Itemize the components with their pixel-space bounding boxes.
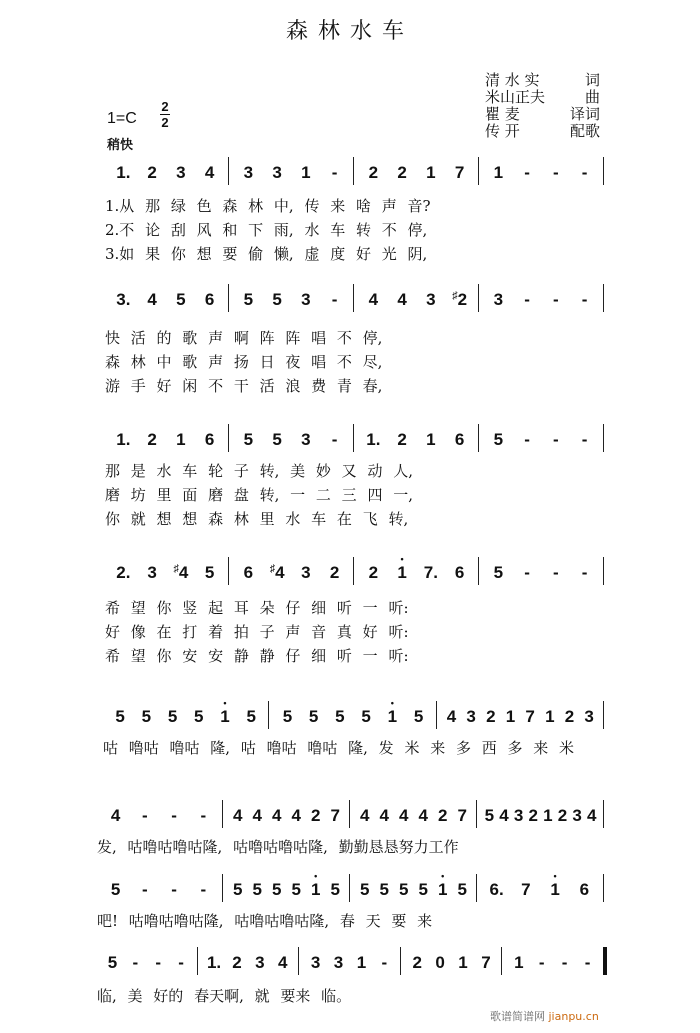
note: - xyxy=(200,806,207,825)
note: 5 xyxy=(361,707,371,726)
lyric-line: 1.从 那 绿 色 森 林 中, 传 来 啥 声 音? xyxy=(105,197,431,215)
watermark: 歌谱简谱网 jianpu.cn xyxy=(490,1010,599,1023)
barline xyxy=(603,800,604,828)
barline xyxy=(349,800,350,828)
note: 5 xyxy=(115,707,125,726)
note: 1 xyxy=(426,163,436,182)
note: - xyxy=(331,290,338,309)
note: 5 xyxy=(484,806,495,825)
note: ♯4 xyxy=(173,563,189,582)
barline xyxy=(268,701,269,729)
note: ♯4 xyxy=(269,563,285,582)
note: 5 xyxy=(457,880,467,899)
note: - xyxy=(132,953,139,972)
lyric-line: 你 就 想 想 森 林 里 水 车 在 飞 转, xyxy=(105,510,409,528)
note: 1 • xyxy=(220,698,230,726)
note: 1 xyxy=(514,953,524,972)
note: 5 xyxy=(418,880,428,899)
note: 1 xyxy=(176,430,186,449)
lyric-line: 快 活 的 歌 声 啊 阵 阵 唱 不 停, xyxy=(105,329,383,347)
note: 5 xyxy=(493,563,504,582)
note: 3. xyxy=(116,290,131,309)
note: 4 xyxy=(499,806,509,825)
note: 1 xyxy=(356,953,367,972)
note: 6 xyxy=(579,880,590,899)
note: 5 xyxy=(360,880,370,899)
note: - xyxy=(524,163,530,182)
note: 4 xyxy=(147,290,157,309)
note: - xyxy=(200,880,207,899)
note: 5 xyxy=(252,880,262,899)
note: 6 xyxy=(243,563,254,582)
note: 4 xyxy=(397,290,407,309)
note: - xyxy=(331,430,338,449)
barline xyxy=(222,874,223,902)
note: 1 xyxy=(493,163,504,182)
note: 2 xyxy=(397,430,407,449)
note: 3 xyxy=(243,163,254,182)
note: 5 xyxy=(291,880,301,899)
note: 0 xyxy=(435,953,445,972)
note: 3 xyxy=(426,290,436,309)
note: - xyxy=(142,880,148,899)
note: - xyxy=(581,430,588,449)
note: - xyxy=(524,563,530,582)
barline xyxy=(353,557,354,585)
note: 3 xyxy=(513,806,524,825)
note: 3 xyxy=(572,806,582,825)
note: 1 • xyxy=(550,871,560,899)
note: 4 xyxy=(399,806,409,825)
note: 1 • xyxy=(387,698,398,726)
note: 7 xyxy=(457,806,467,825)
note: - xyxy=(178,953,184,972)
note: 3 xyxy=(333,953,344,972)
credit-lyricist: 清 水 实 词 xyxy=(485,71,600,89)
note: - xyxy=(171,806,177,825)
note: 1 xyxy=(301,163,311,182)
barline xyxy=(400,947,401,975)
barline xyxy=(478,424,479,452)
lyric-line: 森 林 中 歌 声 扬 日 夜 唱 不 尽, xyxy=(105,353,383,371)
note: - xyxy=(584,953,591,972)
credit-arranger: 传 开 配歌 xyxy=(485,122,600,140)
note: 2 xyxy=(486,707,496,726)
notation-line xyxy=(0,953,700,977)
note: 6 xyxy=(454,563,465,582)
note: - xyxy=(581,163,588,182)
note: 5 xyxy=(272,430,282,449)
barline xyxy=(478,557,479,585)
barline xyxy=(478,157,479,185)
note: 3 xyxy=(301,430,311,449)
note: 2 xyxy=(438,806,448,825)
note: 7 xyxy=(525,707,535,726)
barline xyxy=(349,874,350,902)
note: 3 xyxy=(176,163,186,182)
note: - xyxy=(581,290,588,309)
note: - xyxy=(553,163,559,182)
note: 4 xyxy=(204,163,215,182)
lyric-line: 游 手 好 闲 不 干 活 浪 费 青 春, xyxy=(105,377,383,395)
notation-line xyxy=(0,871,700,904)
barline xyxy=(603,557,604,585)
barline xyxy=(501,947,502,975)
notation-line xyxy=(0,806,700,830)
lyric-line: 发, 咕噜咕噜咕隆, 咕噜咕噜咕隆, 勤勤恳恳努力工作 xyxy=(97,838,459,856)
note: 2 xyxy=(368,563,379,582)
note: 3 xyxy=(255,953,265,972)
notation-line xyxy=(0,163,700,187)
note: 4 xyxy=(233,806,243,825)
lyric-line: 希 望 你 安 安 静 静 仔 细 听 一 听: xyxy=(105,647,409,665)
note: 1. xyxy=(366,430,381,449)
barline xyxy=(228,284,229,312)
note: 5 xyxy=(272,290,282,309)
note: 1 xyxy=(545,707,555,726)
barline xyxy=(353,157,354,185)
note: - xyxy=(381,953,388,972)
note: 4 xyxy=(272,806,282,825)
barline xyxy=(603,284,604,312)
note: - xyxy=(553,563,559,582)
notation-line xyxy=(0,290,700,314)
barline xyxy=(476,874,477,902)
note: 5 xyxy=(308,707,319,726)
note: - xyxy=(581,563,588,582)
note: 2 xyxy=(397,163,407,182)
note: 4 xyxy=(586,806,597,825)
note: 5 xyxy=(330,880,340,899)
note: 5 xyxy=(399,880,409,899)
note: 5 xyxy=(194,707,204,726)
barline xyxy=(476,800,477,828)
note: - xyxy=(538,953,545,972)
note: - xyxy=(331,163,338,182)
note: 4 xyxy=(418,806,428,825)
note: 1. xyxy=(116,163,131,182)
note: 1 xyxy=(505,707,516,726)
lyric-line: 2.不 论 刮 风 和 下 雨, 水 车 转 不 停, xyxy=(105,221,428,239)
note: - xyxy=(561,953,568,972)
credit-translator: 瞿 麦 译词 xyxy=(485,105,600,123)
note: 1 • xyxy=(438,871,448,899)
barline xyxy=(603,874,604,902)
note: - xyxy=(553,430,559,449)
note: 4 xyxy=(252,806,262,825)
note: 5 xyxy=(204,563,215,582)
lyric-line: 3.如 果 你 想 要 偷 懒, 虚 度 好 光 阴, xyxy=(105,245,428,263)
note: - xyxy=(171,880,177,899)
note: 5 xyxy=(246,707,256,726)
tempo-marking: 稍快 xyxy=(107,138,134,153)
note: 1 xyxy=(426,430,436,449)
note: 7. xyxy=(423,563,438,582)
barline xyxy=(353,424,354,452)
note: 3 xyxy=(301,290,311,309)
lyric-line: 咕 噜咕 噜咕 隆, 咕 噜咕 噜咕 隆, 发 米 来 多 西 多 来 米 xyxy=(103,739,575,757)
note: 4 xyxy=(360,806,370,825)
note: 3 xyxy=(584,707,594,726)
barline xyxy=(478,284,479,312)
time-signature: 2 2 xyxy=(161,99,169,130)
barline xyxy=(436,701,437,729)
note: 6 xyxy=(204,430,215,449)
note: 6 xyxy=(204,290,215,309)
note: - xyxy=(142,806,148,825)
note: 7 xyxy=(481,953,491,972)
note: 4 xyxy=(446,707,457,726)
note: 2 xyxy=(564,707,575,726)
note: - xyxy=(155,953,162,972)
note: 5 xyxy=(141,707,152,726)
note: 4 xyxy=(110,806,121,825)
barline xyxy=(603,424,604,452)
credits xyxy=(485,72,600,140)
note: 3 xyxy=(493,290,504,309)
note: 5 xyxy=(176,290,186,309)
note: 3 xyxy=(466,707,476,726)
lyric-line: 好 像 在 打 着 拍 子 声 音 真 好 听: xyxy=(105,623,409,641)
lyric-line: 吧! 咕噜咕噜咕隆, 咕噜咕噜咕隆, 春 天 要 来 xyxy=(97,912,433,930)
note: 3 xyxy=(147,563,157,582)
note: 5 xyxy=(110,880,121,899)
note: 5 xyxy=(167,707,178,726)
note: 3 xyxy=(301,563,311,582)
note: 1 xyxy=(458,953,468,972)
note: 1. xyxy=(116,430,131,449)
barline xyxy=(228,157,229,185)
note: - xyxy=(524,430,530,449)
note: 5 xyxy=(413,707,424,726)
note: 6. xyxy=(489,880,504,899)
note: 2 xyxy=(412,953,422,972)
note: 1. xyxy=(206,953,222,972)
note: 4 xyxy=(368,290,379,309)
note: 3 xyxy=(310,953,321,972)
notation-line xyxy=(0,698,700,731)
lyric-line: 希 望 你 竖 起 耳 朵 仔 细 听 一 听: xyxy=(105,599,409,617)
barline xyxy=(353,284,354,312)
lyric-line: 磨 坊 里 面 磨 盘 转, 一 二 三 四 一, xyxy=(105,486,413,504)
note: 2 xyxy=(329,563,340,582)
note: 2. xyxy=(116,563,131,582)
final-barline xyxy=(603,947,607,975)
barline xyxy=(603,701,604,729)
notation-line xyxy=(0,430,700,454)
note: 2 xyxy=(147,430,157,449)
note: 5 xyxy=(335,707,345,726)
song-title: 森林水车 xyxy=(285,19,414,44)
barline xyxy=(298,947,299,975)
note: 5 xyxy=(233,880,243,899)
note: 1 • xyxy=(311,871,321,899)
note: - xyxy=(553,290,559,309)
note: 7 xyxy=(521,880,531,899)
lyric-line: 那 是 水 车 轮 子 转, 美 妙 又 动 人, xyxy=(105,462,413,480)
note: 4 xyxy=(379,806,389,825)
barline xyxy=(603,157,604,185)
barline xyxy=(197,947,198,975)
key-signature: 1=C xyxy=(107,110,137,127)
note: 2 xyxy=(311,806,321,825)
note: 2 xyxy=(557,806,568,825)
note: - xyxy=(524,290,530,309)
note: 2 xyxy=(528,806,538,825)
note: 4 xyxy=(291,806,301,825)
barline xyxy=(228,424,229,452)
note: 2 xyxy=(147,163,157,182)
note: 1 • xyxy=(397,554,407,582)
note: 5 xyxy=(379,880,389,899)
lyric-line: 临, 美 好的 春天啊, 就 要来 临。 xyxy=(97,987,352,1005)
note: 1 xyxy=(543,806,553,825)
note: 2 xyxy=(232,953,242,972)
note: 5 xyxy=(493,430,504,449)
note: 5 xyxy=(282,707,293,726)
note: 4 xyxy=(278,953,288,972)
note: 5 xyxy=(243,290,254,309)
note: 7 xyxy=(330,806,340,825)
note: 5 xyxy=(272,880,282,899)
notation-line xyxy=(0,554,700,587)
note: 3 xyxy=(272,163,282,182)
note: 6 xyxy=(454,430,465,449)
note: ♯2 xyxy=(452,290,468,309)
barline xyxy=(222,800,223,828)
credit-composer: 米山正夫 曲 xyxy=(485,88,600,106)
note: 2 xyxy=(368,163,379,182)
note: 7 xyxy=(454,163,465,182)
barline xyxy=(228,557,229,585)
note: 5 xyxy=(243,430,254,449)
note: 5 xyxy=(107,953,118,972)
